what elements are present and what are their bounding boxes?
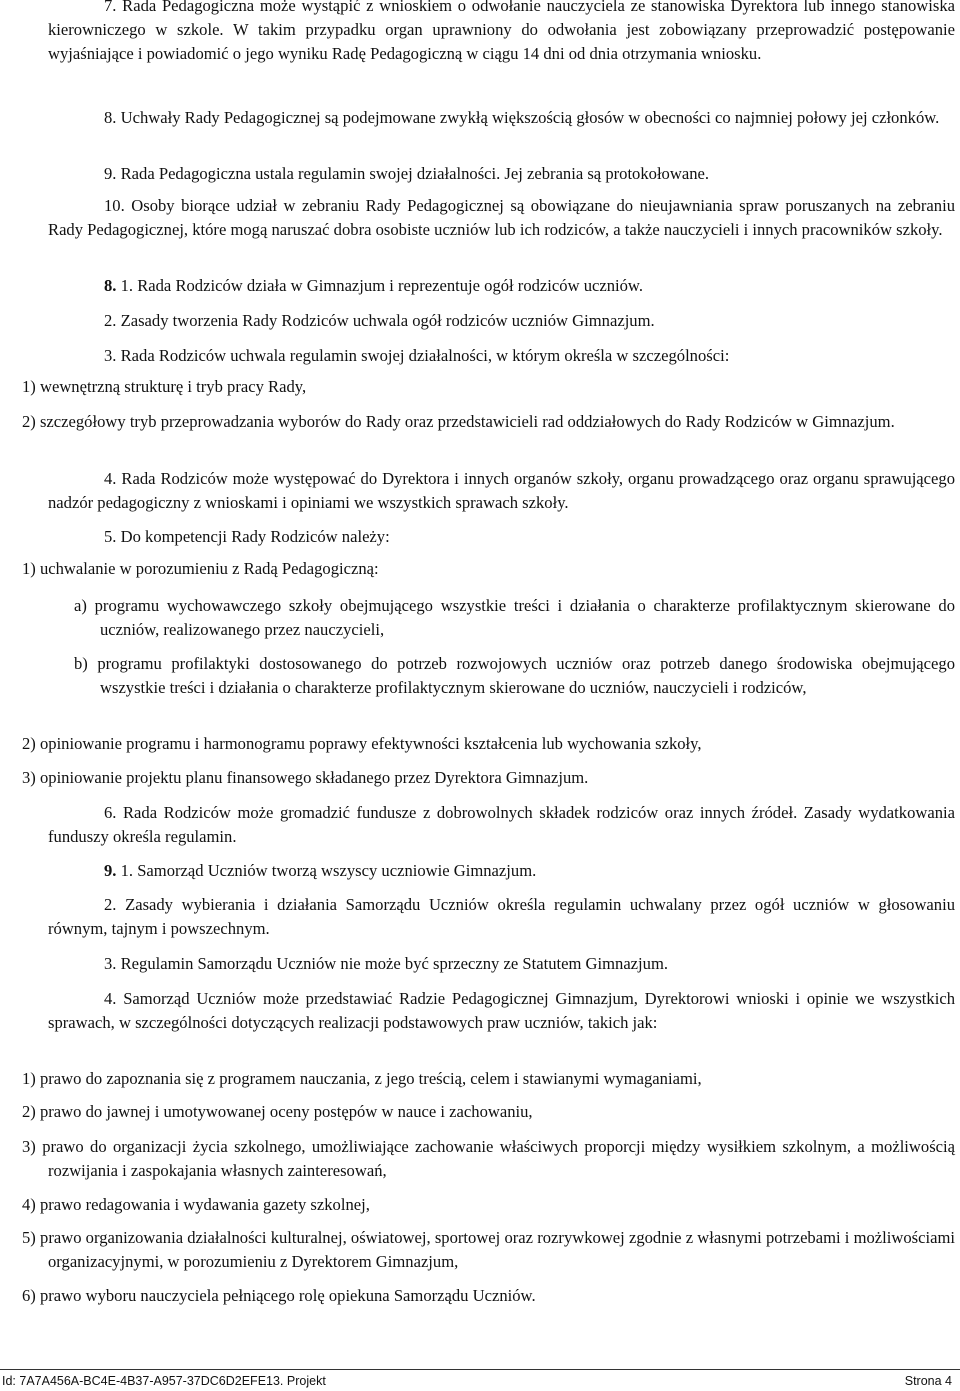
- section-8-item-3-2: 2) szczegółowy tryb przeprowadzania wyborów do Rady oraz przedstawicieli rad oddziałowych do Rady Rodziców w Gimnazjum.: [22, 412, 895, 431]
- section-8-item-5-1: 1) uchwalanie w porozumieniu z Radą Pedagogiczną:: [22, 559, 379, 578]
- section-9-item-4: 4) prawo redagowania i wydawania gazety szkolnej,: [22, 1195, 370, 1214]
- section-9-item-6: 6) prawo wyboru nauczyciela pełniącego rolę opiekuna Samorządu Uczniów.: [22, 1286, 536, 1305]
- paragraph-9: 9. Rada Pedagogiczna ustala regulamin swojej działalności. Jej zebrania są protokołowane.: [104, 164, 710, 183]
- section-8-para-5: 5. Do kompetencji Rady Rodziców należy:: [104, 527, 390, 546]
- section-8-item-3-1: 1) wewnętrzną strukturę i tryb pracy Rady,: [22, 377, 307, 396]
- section-8-number: 8.: [104, 276, 117, 295]
- paragraph-8: 8. Uchwały Rady Pedagogicznej są podejmowane zwykłą większością głosów w obecności co najmniej połowy jej członków.: [104, 108, 940, 127]
- paragraph-10: 10. Osoby biorące udział w zebraniu Rady Pedagogicznej są obowiązane do nieujawniania spraw poruszanych na zebraniu Rady Pedagogicznej, które mogą naruszać dobra osobiste uczniów lub ich rodziców, a także nauczycieli i innych pracowników szkoły.: [48, 196, 955, 239]
- section-9-para-1: [104, 859, 955, 883]
- section-9-item-3: 3) prawo do organizacji życia szkolnego, umożliwiające zachowanie właściwych proporcji między wysiłkiem szkolnym, a możliwością rozwijania i zaspokajania własnych zainteresowań,: [22, 1137, 955, 1180]
- paragraph-7: 7. Rada Pedagogiczna może wystąpić z wnioskiem o odwołanie nauczyciela ze stanowiska Dyrektora lub innego stanowiska kierowniczego w szkole. W takim przypadku organ uprawniony do odwołania jest zobowiązany przeprowadzić postępowanie wyjaśniające i powiadomić o jego wyniku Radę Pedagogiczną w ciągu 14 dni od dnia otrzymania wniosku.: [48, 0, 955, 63]
- section-9-item-5: 5) prawo organizowania działalności kulturalnej, oświatowej, sportowej oraz rozrywkowej zgodnie z własnymi potrzebami i możliwościami organizacyjnymi, w porozumieniu z Dyrektorem Gimnazjum,: [22, 1228, 955, 1271]
- section-8-para-4: 4. Rada Rodziców może występować do Dyrektora i innych organów szkoły, organu prowadzącego oraz organu sprawującego nadzór pedagogiczny z wnioskami i opiniami we wszystkich sprawach szkoły.: [48, 469, 955, 512]
- footer-page-number: Strona 4: [904, 1374, 952, 1388]
- section-8-para-1: [104, 274, 955, 298]
- section-8-item-5-3: 3) opiniowanie projektu planu finansowego składanego przez Dyrektora Gimnazjum.: [22, 768, 589, 787]
- footer-document-id: Id: 7A7A456A-BC4E-4B37-A957-37DC6D2EFE13. Projekt: [2, 1374, 326, 1388]
- section-9-text-1: 1. Samorząd Uczniów tworzą wszyscy uczniowie Gimnazjum.: [120, 861, 537, 880]
- section-9-para-4: 4. Samorząd Uczniów może przedstawiać Radzie Pedagogicznej Gimnazjum, Dyrektorowi wnioski i opinie we wszystkich sprawach, w szczególności dotyczących realizacji podstawowych praw uczniów, takich jak:: [48, 989, 955, 1032]
- section-9-item-2: 2) prawo do jawnej i umotywowanej oceny postępów w nauce i zachowaniu,: [22, 1102, 533, 1121]
- section-8-para-2: 2. Zasady tworzenia Rady Rodziców uchwala ogół rodziców uczniów Gimnazjum.: [104, 311, 655, 330]
- section-8-item-5-1a: a) programu wychowawczego szkoły obejmującego wszystkie treści i działania o charakterze profilaktycznym skierowane do uczniów, realizowanego przez nauczycieli,: [74, 596, 955, 639]
- section-9-item-1: 1) prawo do zapoznania się z programem nauczania, z jego treścią, celem i stawianymi wymaganiami,: [22, 1069, 702, 1088]
- section-8-item-5-2: 2) opiniowanie programu i harmonogramu poprawy efektywności kształcenia lub wychowania szkoły,: [22, 734, 702, 753]
- section-8-item-5-1b: b) programu profilaktyki dostosowanego do potrzeb rozwojowych uczniów oraz potrzeb danego środowiska obejmującego wszystkie treści i działania o charakterze profilaktycznym skierowane do uczniów, nauczycieli i rodziców,: [74, 654, 955, 697]
- section-8-para-6: 6. Rada Rodziców może gromadzić fundusze z dobrowolnych składek rodziców oraz innych źródeł. Zasady wydatkowania funduszy określa regulamin.: [48, 803, 955, 846]
- section-9-number: 9.: [104, 861, 117, 880]
- section-8-para-3: 3. Rada Rodziców uchwala regulamin swojej działalności, w którym określa w szczególności:: [104, 346, 730, 365]
- section-9-para-2: 2. Zasady wybierania i działania Samorządu Uczniów określa regulamin uchwalany przez ogół uczniów w głosowaniu równym, tajnym i powszechnym.: [48, 895, 955, 938]
- section-8-text-1: 1. Rada Rodziców działa w Gimnazjum i reprezentuje ogół rodziców uczniów.: [120, 276, 643, 295]
- section-9-para-3: 3. Regulamin Samorządu Uczniów nie może być sprzeczny ze Statutem Gimnazjum.: [104, 954, 669, 973]
- footer-divider: [0, 1369, 960, 1370]
